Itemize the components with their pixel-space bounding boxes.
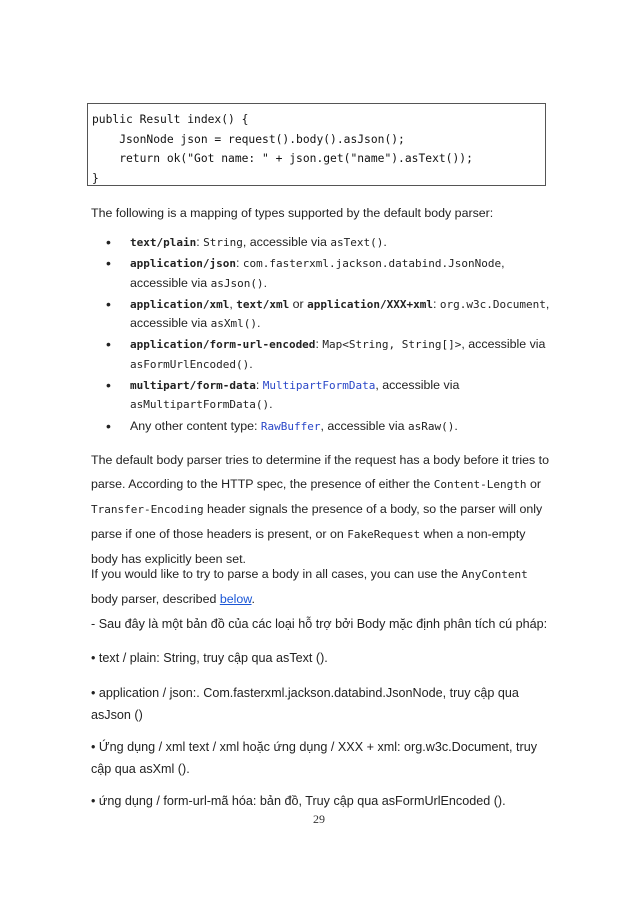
item-text: . xyxy=(454,418,458,433)
class-name: Map<String, String[]> xyxy=(322,338,462,352)
item-text: , accessible via xyxy=(461,337,546,352)
vn-item xyxy=(91,682,519,726)
text-span: . xyxy=(251,592,255,606)
item-text: , accessible via xyxy=(320,418,408,433)
accessor: asMultipartFormData() xyxy=(130,398,270,412)
item-text: . xyxy=(269,397,273,412)
code-line: JsonNode json = request().body().asJson(); xyxy=(92,132,405,146)
list-item xyxy=(91,417,551,436)
separator: : xyxy=(255,378,263,393)
bullet-icon: • xyxy=(106,255,111,272)
list-item xyxy=(91,335,551,374)
separator: , xyxy=(229,296,237,311)
content-type: text/plain xyxy=(130,236,197,249)
code-line: } xyxy=(92,171,99,185)
text-line: • Ứng dụng / xml text / xml hoặc ứng dụng / XXX + xml: org.w3c.Document, truy xyxy=(91,740,538,754)
code-block xyxy=(87,103,546,186)
class-name: MultipartFormData xyxy=(262,379,376,393)
text-span: parse if one of those headers is present, or on xyxy=(91,527,348,541)
vn-item: • ứng dụng / form-url-mã hóa: bản đồ, Truy cập qua asFormUrlEncoded (). xyxy=(91,794,506,808)
item-text: . xyxy=(256,316,261,331)
type-mapping-list xyxy=(91,233,551,436)
text-line xyxy=(91,522,561,547)
list-item xyxy=(91,295,551,334)
item-text: , accessible via xyxy=(242,235,331,249)
content-type: application/xml xyxy=(130,297,230,311)
text-line: cập qua asXml (). xyxy=(91,762,190,776)
accessor: asXml() xyxy=(210,317,257,331)
text-span: when a non-empty xyxy=(420,527,526,541)
header-name: Content-Length xyxy=(433,478,527,491)
item-text: , accessible via xyxy=(130,296,550,331)
below-link[interactable]: below xyxy=(219,592,252,606)
text-line: • application / json:. Com.fasterxml.jackson.databind.JsonNode, truy cập qua xyxy=(91,686,519,700)
text-line xyxy=(91,562,561,587)
bullet-icon: • xyxy=(106,417,111,434)
content-type: application/XXX+xml xyxy=(307,297,433,311)
separator: : xyxy=(315,337,323,352)
item-text: or xyxy=(289,296,308,311)
accessor: asRaw() xyxy=(407,419,455,433)
text-span: body parser, described xyxy=(91,592,220,606)
text-span: parse. According to the HTTP spec, the presence of either the xyxy=(91,477,434,491)
accessor: asJson() xyxy=(210,276,264,290)
accessor: asText() xyxy=(330,236,384,249)
accessor: asFormUrlEncoded() xyxy=(130,357,250,371)
text-line xyxy=(91,497,561,522)
item-text: , accessible via xyxy=(130,256,505,290)
content-type: application/form-url-encoded xyxy=(130,338,316,352)
content-type: application/json xyxy=(130,257,236,271)
vn-item xyxy=(91,736,537,780)
separator: : xyxy=(235,256,243,271)
text-line: The default body parser tries to determine if the request has a body before it tries to xyxy=(91,453,550,467)
bullet-icon: • xyxy=(106,295,111,312)
class-name: com.fasterxml.jackson.databind.JsonNode xyxy=(242,257,502,271)
code-line: return ok("Got name: " + json.get("name").asText()); xyxy=(92,152,473,166)
vn-intro: - Sau đây là một bản đồ của các loại hỗ trợ bởi Body mặc định phân tích cú pháp: xyxy=(91,617,548,631)
text-line xyxy=(91,587,561,611)
content-type: text/xml xyxy=(236,297,290,311)
code-line: public Result index() { xyxy=(92,113,249,126)
content-type: multipart/form-data xyxy=(130,379,256,393)
any-content-paragraph xyxy=(91,562,561,611)
class-name: FakeRequest xyxy=(347,528,421,541)
item-text: . xyxy=(263,275,268,290)
bullet-icon: • xyxy=(106,336,111,353)
separator: : xyxy=(196,235,204,249)
list-item xyxy=(91,376,551,415)
text-line: body has explicitly been set. xyxy=(91,552,246,566)
item-text: . xyxy=(249,356,253,371)
class-name: RawBuffer xyxy=(260,419,321,433)
class-name: AnyContent xyxy=(461,568,528,581)
page-number: 29 xyxy=(313,812,325,826)
item-text: . xyxy=(383,235,387,249)
text-line xyxy=(91,472,561,497)
bullet-icon: • xyxy=(106,234,111,250)
list-item xyxy=(91,233,551,252)
text-span: If you would like to try to parse a body in all cases, you can use the xyxy=(91,567,462,581)
item-text: , accessible via xyxy=(375,378,460,393)
header-name: Transfer-Encoding xyxy=(91,503,204,516)
vn-item: • text / plain: String, truy cập qua asText (). xyxy=(91,651,328,665)
bullet-icon: • xyxy=(106,377,111,394)
item-text: Any other content type: xyxy=(130,418,261,433)
class-name: org.w3c.Document xyxy=(439,297,546,311)
body-parser-paragraph xyxy=(91,448,561,571)
intro-paragraph: The following is a mapping of types supported by the default body parser: xyxy=(91,206,494,220)
list-item xyxy=(91,254,551,293)
text-span: header signals the presence of a body, so the parser will only xyxy=(203,502,543,516)
separator: : xyxy=(432,296,440,311)
text-line: asJson () xyxy=(91,708,143,722)
text-span: or xyxy=(526,477,541,491)
class-name: String xyxy=(203,236,243,249)
